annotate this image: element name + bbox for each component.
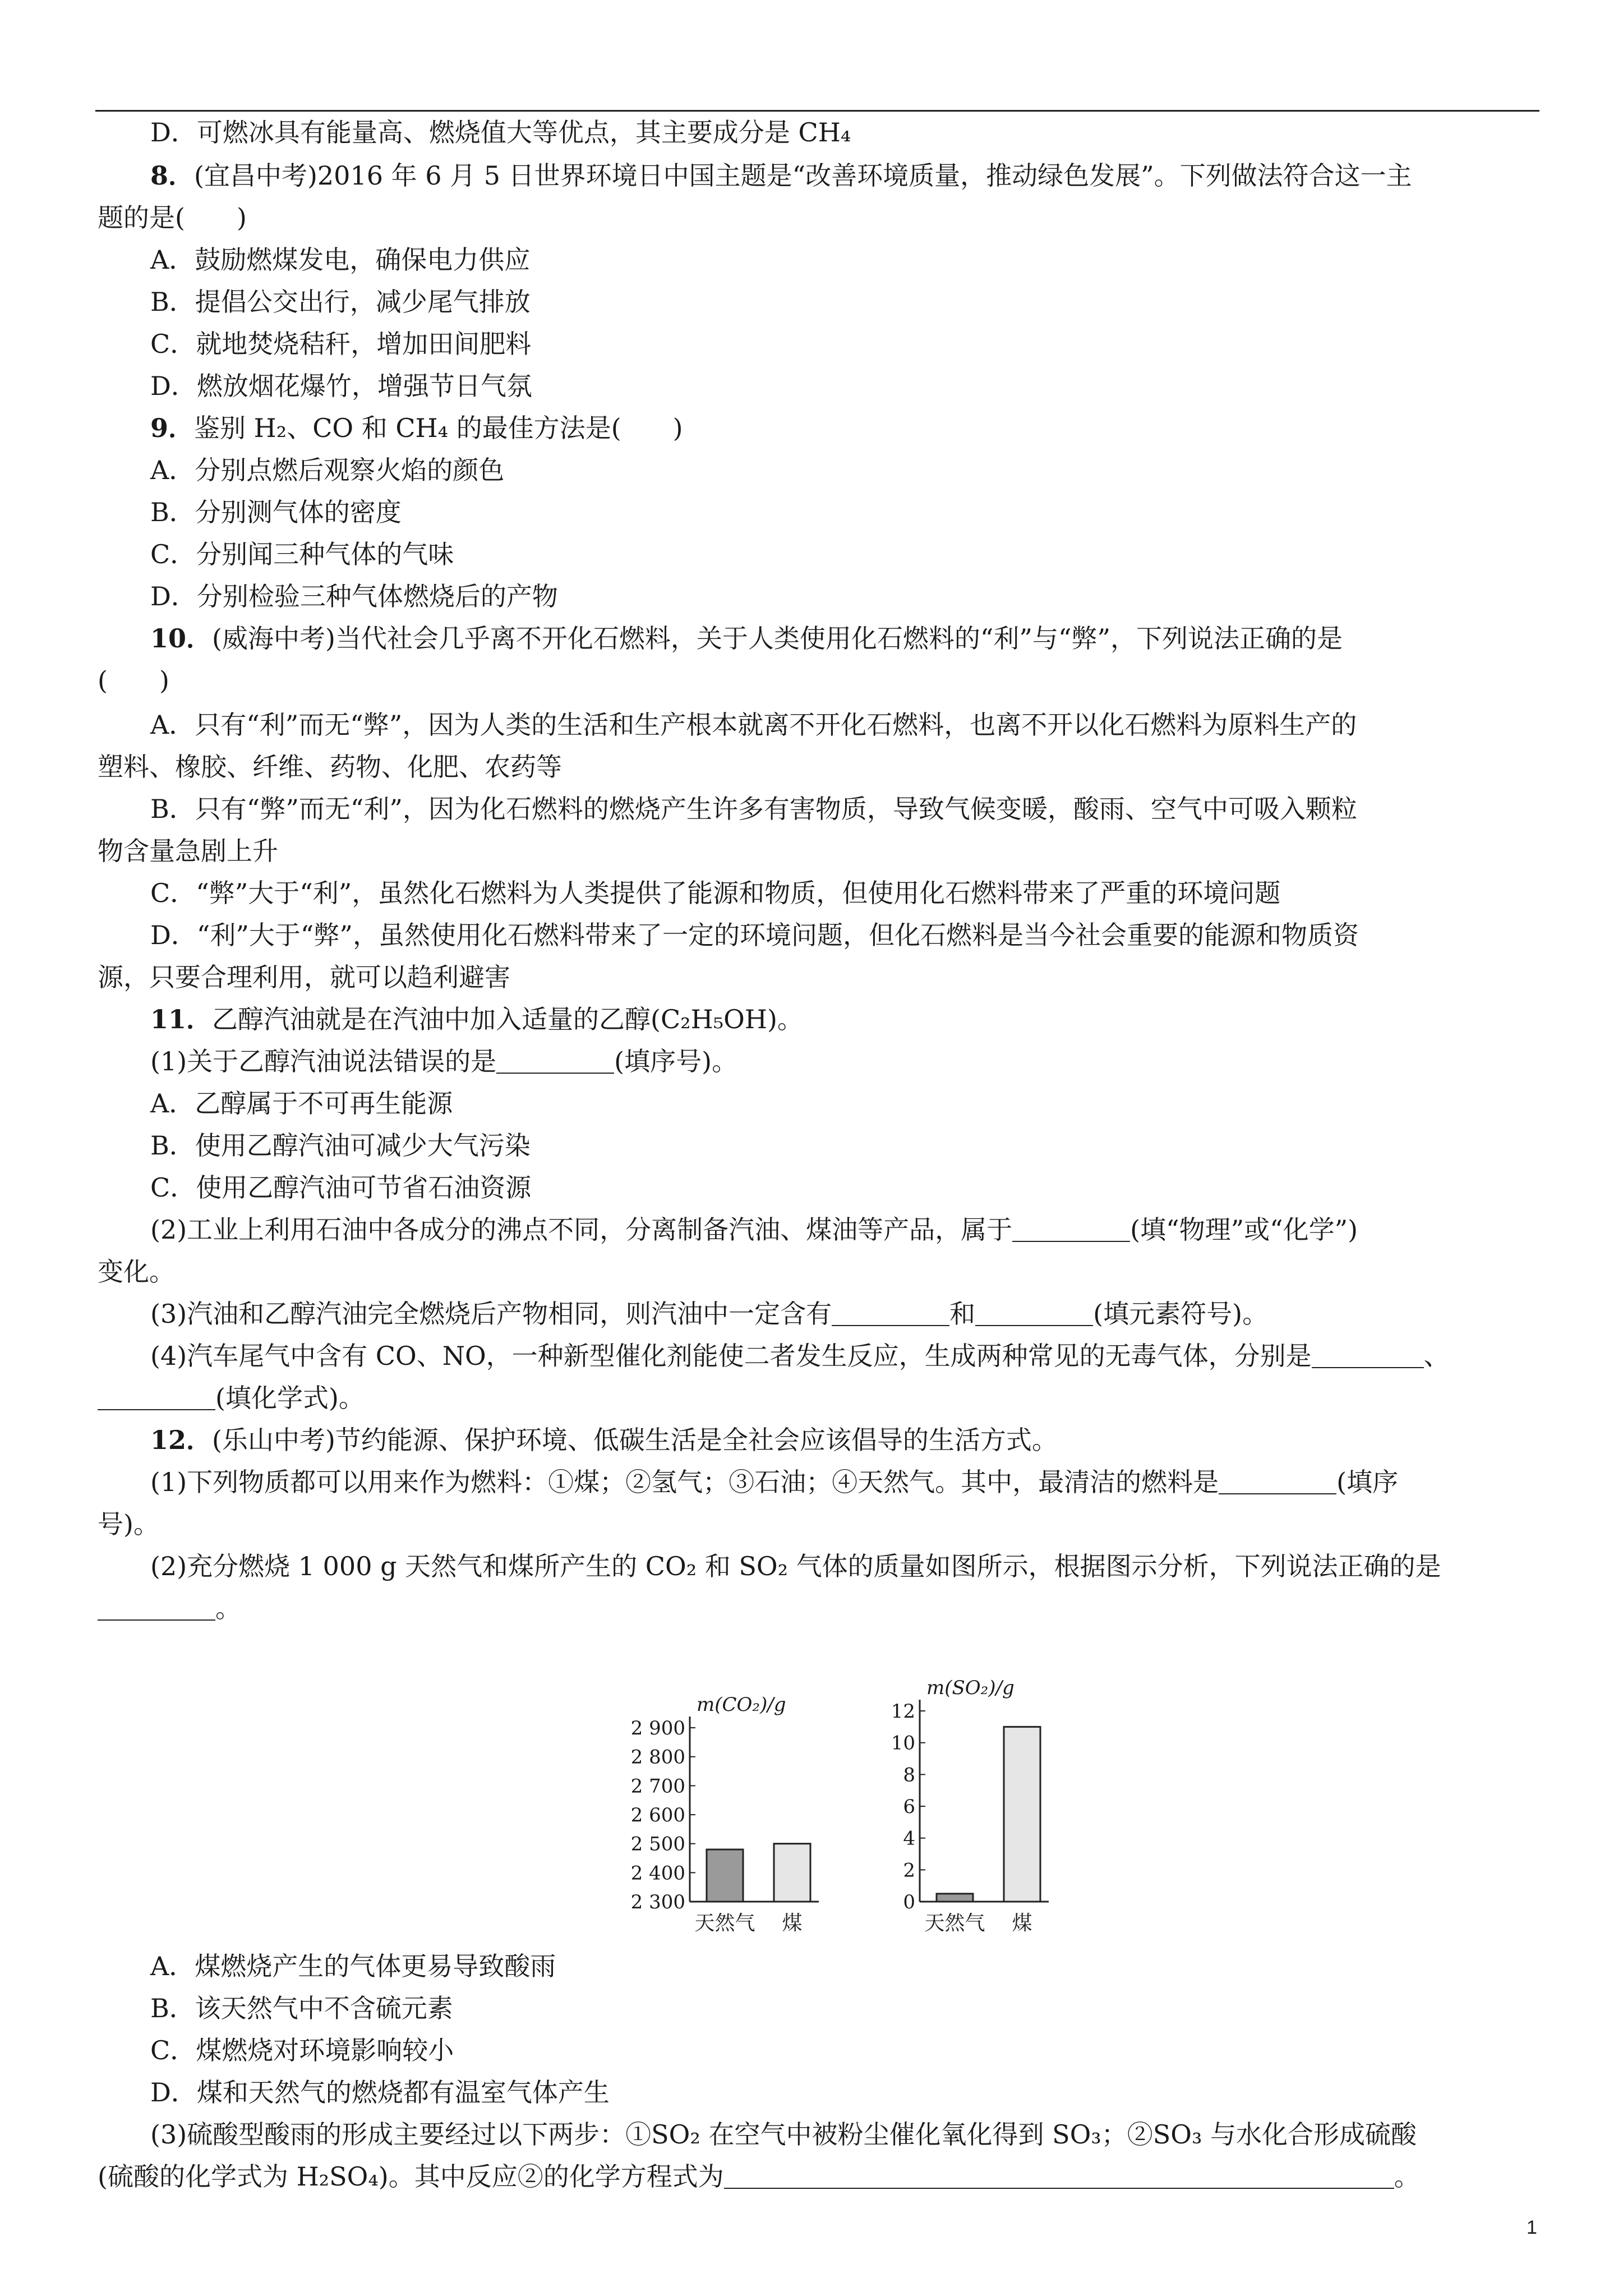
q11-part4	[150, 1339, 1450, 1373]
q10-option-d-cont: 源，只要合理利用，就可以趋利避害	[98, 962, 510, 992]
q11-part4-suffix: (填化学式)。	[215, 1383, 365, 1413]
q11-part1-suffix: (填序号)。	[614, 1046, 738, 1076]
q11-part4-cont	[98, 1381, 365, 1415]
page-number: 1	[1527, 2217, 1537, 2238]
chart-1-bar	[707, 1849, 743, 1902]
q12-part3-text: (硫酸的化学式为 H₂SO₄)。其中反应②的化学方程式为	[98, 2161, 724, 2192]
q12-option-b: B．该天然气中不含硫元素	[150, 1993, 453, 2023]
q11-part4-text: (4)汽车尾气中含有 CO、NO，一种新型催化剂能使二者发生反应，生成两种常见的无毒气体，分别是	[150, 1341, 1312, 1371]
bar-charts-svg	[606, 1677, 1066, 1941]
q12-part2-blank[interactable]	[98, 1595, 215, 1621]
q11-part4-blank1[interactable]	[1312, 1342, 1424, 1368]
chart-2-category-label: 天然气	[924, 1912, 985, 1935]
q12-part3-suffix: 。	[1394, 2161, 1420, 2192]
q9-stem	[150, 411, 683, 445]
q11-part2	[150, 1213, 1358, 1246]
header-rule	[95, 110, 1539, 112]
charts-figure	[606, 1677, 1066, 1941]
q10-stem-text: (威海中考)当代社会几乎离不开化石燃料，关于人类使用化石燃料的“利”与“弊”，下列说法正确的是	[212, 623, 1343, 654]
chart-2-tick-label: 12	[891, 1700, 915, 1723]
q11-part3-blank1[interactable]	[832, 1300, 949, 1326]
q11-option-a: A．乙醇属于不可再生能源	[150, 1088, 453, 1119]
q9-stem-text: 鉴别 H₂、CO 和 CH₄ 的最佳方法是( )	[194, 413, 683, 443]
q12-part3-blank[interactable]	[724, 2163, 1394, 2189]
chart-2-bar	[1004, 1727, 1040, 1902]
chart-1-tick-label: 2 500	[630, 1833, 685, 1856]
q12-stem	[150, 1423, 1058, 1457]
q10-stem	[150, 622, 1343, 655]
chart-2-y-label: m(SO₂)/g	[926, 1677, 1015, 1699]
q12-stem-text: (乐山中考)节约能源、保护环境、低碳生活是全社会应该倡导的生活方式。	[212, 1425, 1058, 1455]
q10-option-b: B．只有“弊”而无“利”，因为化石燃料的燃烧产生许多有害物质，导致气候变暖，酸雨、空气中可吸入颗粒	[150, 794, 1357, 824]
q11-part2-blank[interactable]	[1012, 1216, 1130, 1242]
q9-option-c: C．分别闻三种气体的气味	[150, 539, 454, 569]
chart-2-tick-label: 2	[903, 1859, 915, 1882]
q8-option-d: D．燃放烟花爆竹，增强节日气氛	[150, 371, 532, 401]
q12-part2-suffix: 。	[215, 1593, 241, 1623]
chart-2-category-label: 煤	[1012, 1912, 1032, 1935]
q7-option-d: D．可燃冰具有能量高、燃烧值大等优点，其主要成分是 CH₄	[150, 117, 851, 148]
q12-option-c: C．煤燃烧对环境影响较小	[150, 2035, 454, 2065]
q11-part2-suffix: (填“物理”或“化学”)	[1130, 1214, 1358, 1245]
q10-option-d: D．“利”大于“弊”，虽然使用化石燃料带来了一定的环境问题，但化石燃料是当今社会重要的能源和物质资	[150, 920, 1359, 950]
chart-2-tick-label: 0	[903, 1891, 915, 1913]
q10-option-b-cont: 物含量急剧上升	[98, 836, 278, 866]
q8-stem-cont: 题的是( )	[98, 203, 247, 233]
q8-option-c: C．就地焚烧秸秆，增加田间肥料	[150, 329, 532, 359]
chart-2-tick-label: 4	[903, 1827, 915, 1850]
chart-1-tick-label: 2 900	[630, 1717, 685, 1740]
q12-part1-cont: 号)。	[98, 1509, 159, 1539]
q11-part3	[150, 1297, 1268, 1331]
q11-part1-blank[interactable]	[496, 1048, 614, 1074]
q11-part4-blank2[interactable]	[98, 1384, 215, 1410]
q11-part4-sep: 、	[1423, 1341, 1450, 1371]
q12-part2: (2)充分燃烧 1 000 g 天然气和煤所产生的 CO₂ 和 SO₂ 气体的质量如图所示，根据图示分析，下列说法正确的是	[150, 1551, 1441, 1581]
q9-option-a: A．分别点燃后观察火焰的颜色	[150, 455, 505, 485]
chart-2-tick-label: 6	[903, 1796, 915, 1818]
q11-stem-text: 乙醇汽油就是在汽油中加入适量的乙醇(C₂H₅OH)。	[212, 1004, 803, 1034]
q10-stem-cont: ( )	[98, 665, 169, 696]
chart-1-tick-label: 2 600	[630, 1804, 685, 1826]
chart-1-tick-label: 2 300	[630, 1891, 685, 1913]
q12-option-d: D．煤和天然气的燃烧都有温室气体产生	[150, 2077, 610, 2108]
chart-1-bar	[774, 1844, 810, 1902]
chart-2-bar	[937, 1894, 973, 1902]
q12-option-a: A．煤燃烧产生的气体更易导致酸雨	[150, 1951, 556, 1981]
q8-option-b: B．提倡公交出行，减少尾气排放	[150, 287, 531, 317]
chart-1-tick-label: 2 400	[630, 1862, 685, 1885]
chart-1-y-label: m(CO₂)/g	[697, 1694, 786, 1716]
q10-option-a: A．只有“利”而无“弊”，因为人类的生活和生产根本就离不开化石燃料，也离不开以化石燃料为原料生产的	[150, 710, 1357, 740]
q11-option-c: C．使用乙醇汽油可节省石油资源	[150, 1172, 532, 1203]
q12-part3-cont	[98, 2160, 1420, 2193]
q10-number: 10．	[150, 623, 213, 654]
q8-stem	[150, 159, 1412, 192]
q10-option-a-cont: 塑料、橡胶、纤维、药物、化肥、农药等	[98, 752, 562, 782]
q8-option-a: A．鼓励燃煤发电，确保电力供应	[150, 245, 531, 275]
q12-part2-cont	[98, 1591, 241, 1625]
q9-option-b: B．分别测气体的密度	[150, 497, 402, 527]
q12-part1-suffix: (填序	[1336, 1467, 1399, 1497]
q11-stem	[150, 1002, 803, 1036]
q12-part1-blank[interactable]	[1219, 1469, 1336, 1494]
q11-part3-blank2[interactable]	[975, 1300, 1093, 1326]
q8-number: 8．	[150, 160, 195, 191]
q9-number: 9．	[150, 413, 195, 443]
q12-part1	[150, 1465, 1398, 1499]
q11-part2-text: (2)工业上利用石油中各成分的沸点不同，分离制备汽油、煤油等产品，属于	[150, 1214, 1013, 1245]
q10-option-c: C．“弊”大于“利”，虽然化石燃料为人类提供了能源和物质，但使用化石燃料带来了严重的环境问题	[150, 878, 1281, 908]
q12-part3: (3)硫酸型酸雨的形成主要经过以下两步：①SO₂ 在空气中被粉尘催化氧化得到 SO₃；②SO₃ 与水化合形成硫酸	[150, 2119, 1417, 2150]
q11-part1-text: (1)关于乙醇汽油说法错误的是	[150, 1046, 497, 1076]
chart-2-tick-label: 8	[903, 1764, 915, 1787]
chart-2-tick-label: 10	[891, 1732, 915, 1755]
chart-1-category-label: 煤	[782, 1912, 803, 1935]
q11-option-b: B．使用乙醇汽油可减少大气污染	[150, 1130, 531, 1161]
q11-part3-suffix: (填元素符号)。	[1093, 1299, 1269, 1329]
chart-1-tick-label: 2 800	[630, 1746, 685, 1769]
q12-number: 12．	[150, 1425, 213, 1455]
q11-number: 11．	[150, 1004, 213, 1034]
q12-part1-text: (1)下列物质都可以用来作为燃料：①煤；②氢气；③石油；④天然气。其中，最清洁的燃料是	[150, 1467, 1219, 1497]
q8-stem-text: (宜昌中考)2016 年 6 月 5 日世界环境日中国主题是“改善环境质量，推动绿色发展”。下列做法符合这一主	[194, 160, 1412, 191]
q11-part3-and: 和	[949, 1299, 976, 1329]
chart-1-tick-label: 2 700	[630, 1775, 685, 1798]
chart-1-category-label: 天然气	[694, 1912, 755, 1935]
q9-option-d: D．分别检验三种气体燃烧后的产物	[150, 581, 558, 611]
q11-part1	[150, 1045, 737, 1078]
q11-part2-cont: 变化。	[98, 1257, 175, 1287]
q11-part3-text: (3)汽油和乙醇汽油完全燃烧后产物相同，则汽油中一定含有	[150, 1299, 832, 1329]
